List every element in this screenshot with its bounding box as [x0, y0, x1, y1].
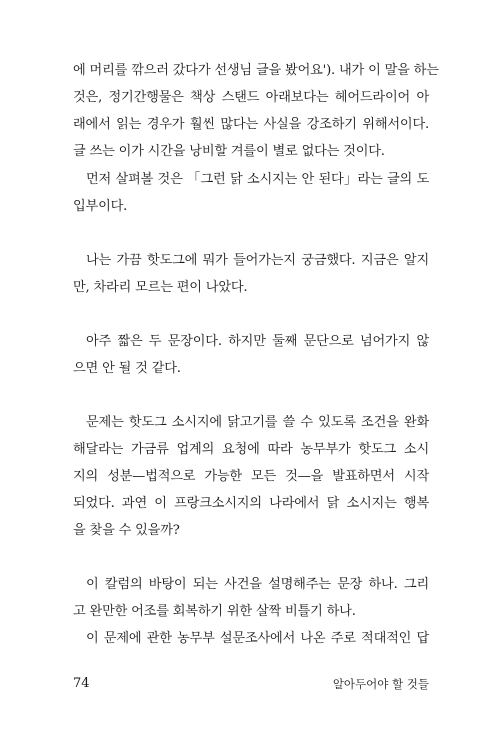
body-line: 먼저 살펴볼 것은 「그런 닭 소시지는 안 된다」라는 글의 도 [86, 172, 429, 187]
body-line: 래에서 읽는 경우가 훨씬 많다는 사실을 강조하기 위해서이다. [73, 117, 429, 132]
body-line: 아주 짧은 두 문장이다. 하지만 둘째 문단으로 넘어가지 않 [86, 334, 429, 349]
quote-line: 해달라는 가금류 업계의 요청에 따라 농무부가 핫도그 소시 [73, 442, 429, 457]
running-title: 알아두어야 할 것들 [332, 677, 429, 691]
quote-line: 을 찾을 수 있을까? [73, 523, 180, 538]
quote-line: 되었다. 과연 이 프랑크소시지의 나라에서 닭 소시지는 행복 [73, 496, 429, 511]
page-number: 74 [73, 676, 90, 691]
body-line: 이 칼럼의 바탕이 되는 사건을 설명해주는 문장 하나. 그리 [86, 577, 429, 592]
quote-line: 문제는 핫도그 소시지에 닭고기를 쓸 수 있도록 조건을 완화 [86, 415, 429, 430]
quote-line: 나는 가끔 핫도그에 뭐가 들어가는지 궁금했다. 지금은 알지 [86, 253, 429, 268]
body-line: 으면 안 될 것 같다. [73, 361, 181, 376]
body-line: 에 머리를 깎으러 갔다가 선생님 글을 봤어요'). 내가 이 말을 하는 [73, 63, 439, 78]
quote-line: 지의 성분—법적으로 가능한 모든 것—을 발표하면서 시작 [73, 469, 429, 484]
body-line: 것은, 정기간행물은 책상 스탠드 아래보다는 헤어드라이어 아 [73, 90, 429, 105]
body-line: 글 쓰는 이가 시간을 낭비할 겨를이 별로 없다는 것이다. [73, 144, 385, 159]
quote-line: 만, 차라리 모르는 편이 나았다. [73, 280, 248, 295]
body-line: 입부이다. [73, 199, 128, 214]
body-line: 고 완만한 어조를 회복하기 위한 살짝 비틀기 하나. [73, 604, 356, 619]
body-line: 이 문제에 관한 농무부 설문조사에서 나온 주로 적대적인 답 [86, 631, 429, 646]
